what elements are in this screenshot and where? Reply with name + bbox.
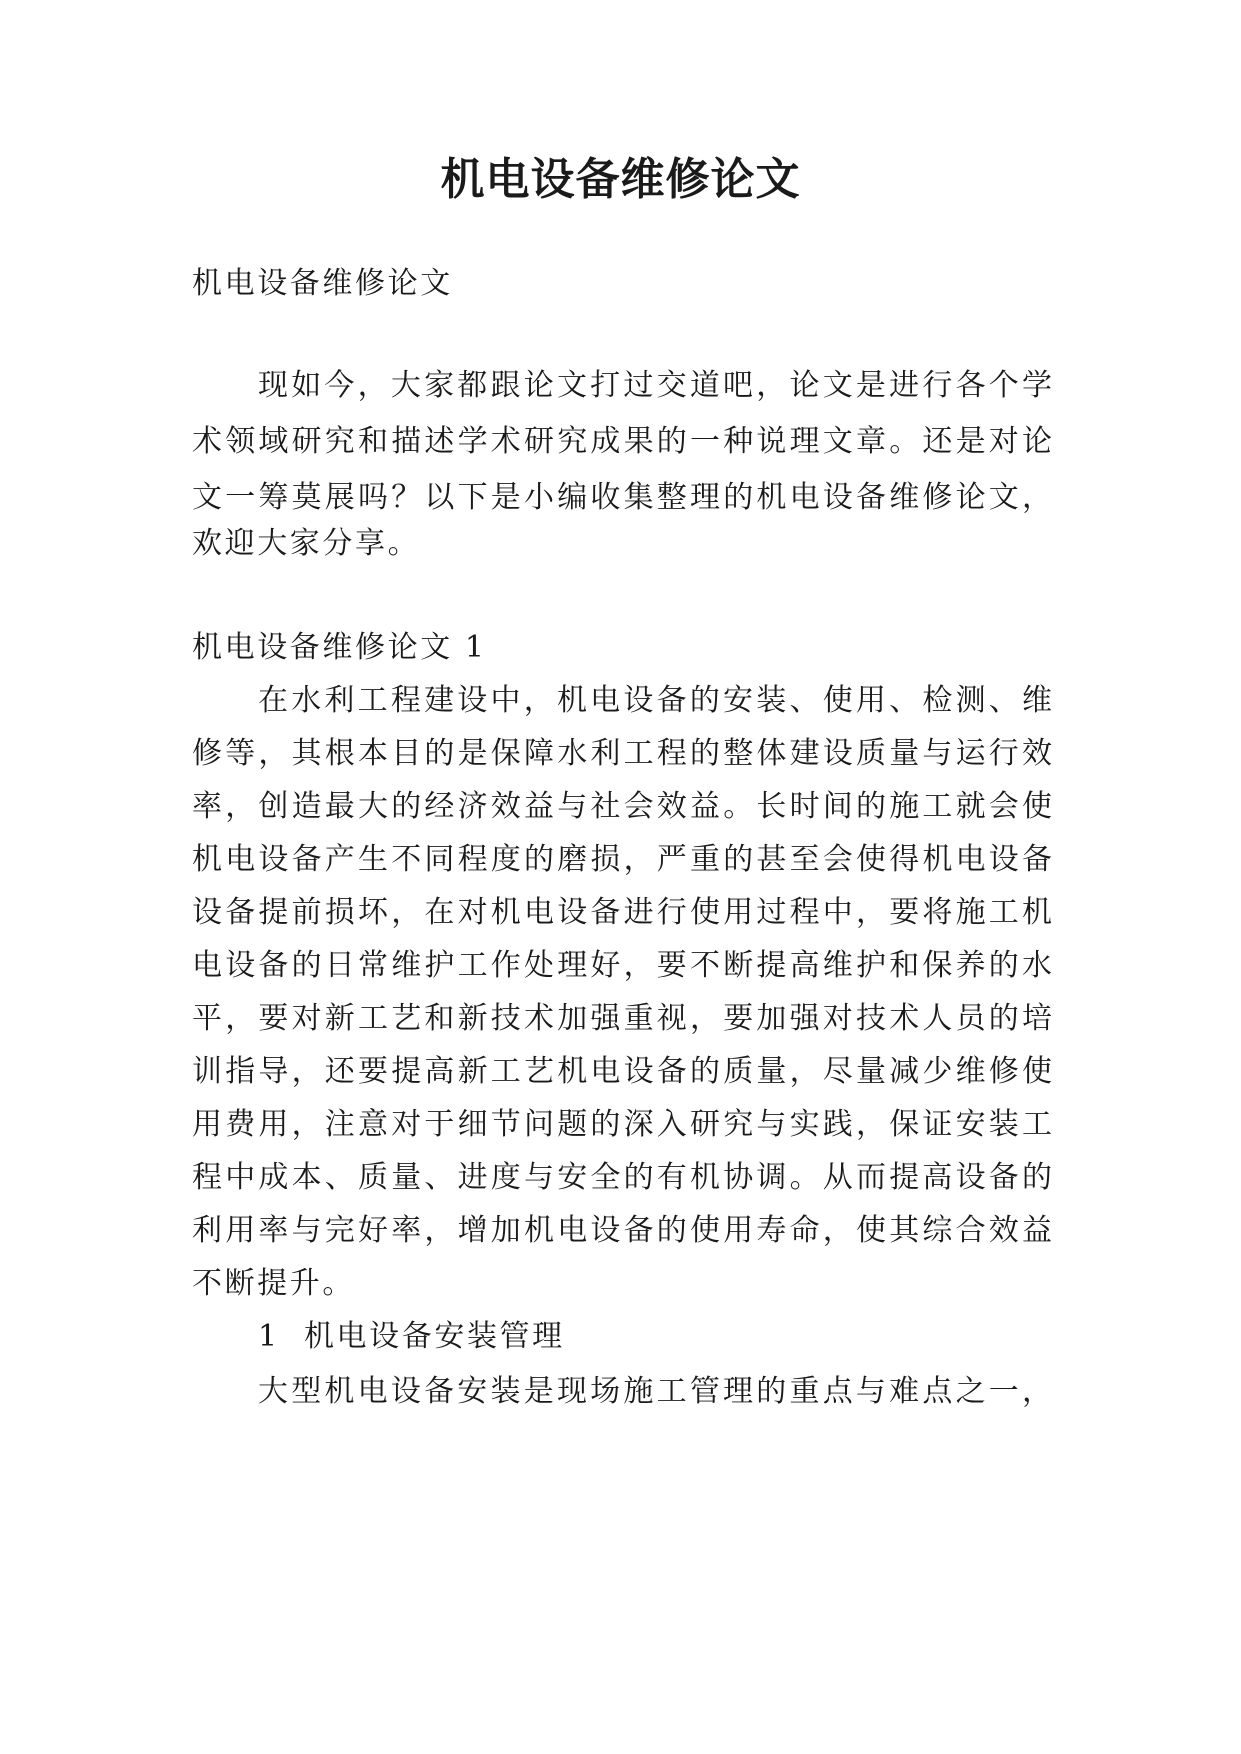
body-line: 在水利工程建设中，机电设备的安装、使用、检测、维 — [258, 683, 1052, 718]
intro-line: 术领域研究和描述学术研究成果的一种说理文章。还是对论 — [192, 424, 1052, 459]
intro-line: 欢迎大家分享。 — [192, 526, 421, 561]
body-line: 机电设备产生不同程度的磨损，严重的甚至会使得机电设备 — [192, 842, 1052, 877]
body-line: 修等，其根本目的是保障水利工程的整体建设质量与运行效 — [192, 736, 1052, 771]
body-line: 设备提前损坏，在对机电设备进行使用过程中，要将施工机 — [192, 895, 1052, 930]
body-line: 不断提升。 — [192, 1266, 355, 1301]
document-subtitle: 机电设备维修论文 — [192, 266, 453, 301]
body-line: 率，创造最大的经济效益与社会效益。长时间的施工就会使 — [192, 789, 1052, 824]
section-heading: 机电设备维修论文 1 — [192, 630, 487, 665]
body-line: 利用率与完好率，增加机电设备的使用寿命，使其综合效益 — [192, 1213, 1052, 1248]
subheading: 1 机电设备安装管理 — [258, 1319, 565, 1354]
document-title: 机电设备维修论文 — [440, 154, 801, 205]
body-line: 程中成本、质量、进度与安全的有机协调。从而提高设备的 — [192, 1160, 1052, 1195]
body-line: 电设备的日常维护工作处理好，要不断提高维护和保养的水 — [192, 948, 1052, 983]
body-line: 用费用，注意对于细节问题的深入研究与实践，保证安装工 — [192, 1107, 1052, 1142]
body-line: 平，要对新工艺和新技术加强重视，要加强对技术人员的培 — [192, 1001, 1052, 1036]
intro-line: 现如今，大家都跟论文打过交道吧，论文是进行各个学 — [258, 368, 1052, 403]
intro-line: 文一筹莫展吗？以下是小编收集整理的机电设备维修论文， — [192, 480, 1052, 515]
body-line: 大型机电设备安装是现场施工管理的重点与难点之一， — [258, 1374, 1052, 1409]
body-line: 训指导，还要提高新工艺机电设备的质量，尽量减少维修使 — [192, 1054, 1052, 1089]
